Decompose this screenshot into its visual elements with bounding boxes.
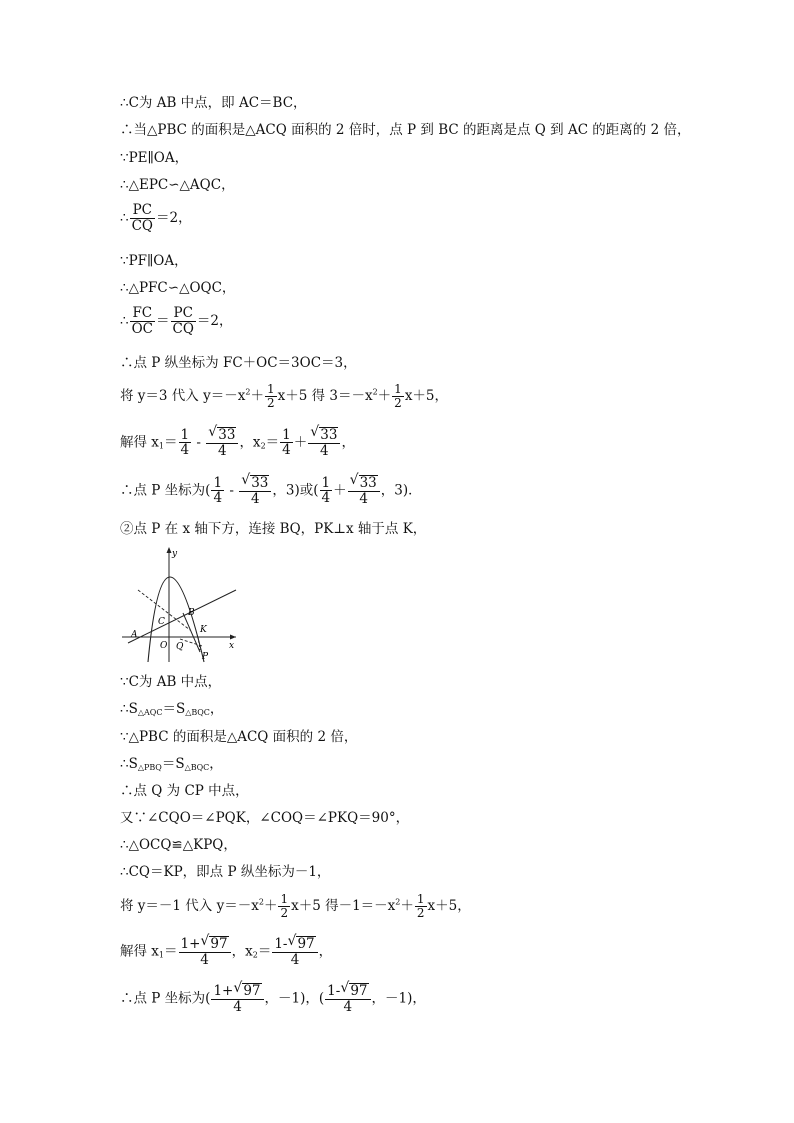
label-q: Q [176, 642, 184, 652]
fraction-one-half [278, 893, 290, 920]
sqrt-icon [241, 475, 269, 491]
sqrt-icon [310, 427, 338, 443]
line-8 [120, 306, 233, 337]
denominator: OC [131, 320, 153, 337]
numerator: FC [130, 306, 155, 322]
line-3: ∵PE∥OA， [120, 150, 189, 166]
equals-sign: ＝ [257, 943, 272, 960]
text: 解得 x [120, 434, 159, 451]
numerator: 1 [394, 382, 402, 396]
subscript: 1 [158, 441, 164, 451]
text: ＝S [161, 756, 185, 772]
denominator: 2 [266, 396, 275, 411]
fraction-one-half [265, 383, 277, 410]
fraction-pc-cq [171, 306, 196, 337]
line-13: ②点 P 在 x 轴下方，连接 BQ，PK⊥x 轴于点 K， [120, 521, 427, 537]
numerator-prefix: 1+ [180, 936, 201, 952]
line-18: ∴点 Q 为 CP 中点， [120, 783, 249, 799]
equals-sign: ＝ [164, 943, 178, 960]
fraction-one-half [415, 893, 427, 920]
text: x＋5， [404, 388, 449, 405]
text: ，x [231, 943, 253, 960]
radicand: 97 [297, 936, 315, 952]
label-a: A [131, 630, 138, 640]
text: ， [341, 434, 355, 451]
exponent: 2 [395, 897, 401, 907]
sqrt-icon [208, 427, 236, 443]
text: x＋5， [427, 898, 471, 915]
label-y: y [172, 549, 178, 559]
text: 将 y＝－1 代入 y＝－x [120, 898, 259, 915]
fraction-sqrt [239, 475, 271, 507]
line-4: ∴△EPC∽△AQC， [120, 177, 235, 193]
denominator: 4 [320, 442, 329, 459]
text: ∴S [120, 701, 138, 717]
fraction-one-half [392, 383, 404, 410]
numerator-prefix: 1+ [213, 983, 234, 999]
therefore-sign: ∴ [120, 312, 129, 329]
sqrt-icon [200, 936, 228, 952]
fraction-quarter [320, 476, 333, 507]
denominator: 4 [233, 998, 242, 1015]
numerator: PC [171, 306, 196, 322]
plus: ＋ [293, 434, 308, 451]
label-p: P [202, 652, 209, 662]
plus: ＋ [377, 388, 392, 405]
numerator-prefix: 1- [274, 936, 288, 952]
text: ，x [239, 434, 261, 451]
exponent: 2 [258, 897, 264, 907]
text: ，3)或( [272, 482, 319, 499]
subscript: △AQC [137, 708, 163, 717]
text: ， [209, 701, 224, 717]
minus: - [192, 434, 206, 451]
text: x＋5 得－1＝－x [291, 898, 396, 915]
subscript: △PBQ [137, 763, 162, 772]
denominator: 4 [180, 442, 190, 459]
text: 将 y＝3 代入 y＝－x [120, 388, 246, 405]
fraction-quarter [280, 428, 293, 459]
numerator: 1 [282, 426, 291, 443]
subscript: 1 [158, 950, 164, 960]
minus: - [225, 482, 239, 499]
subscript: 2 [252, 950, 258, 960]
subscript: △BQC [184, 763, 210, 772]
numerator: 1 [280, 892, 289, 906]
text: x＋5 得 3＝－x [277, 388, 373, 405]
subscript: 2 [260, 441, 266, 451]
numerator-prefix: 1- [327, 983, 341, 999]
plus: ＋ [400, 898, 414, 915]
text: ，－1)，( [264, 990, 325, 1007]
line-ab [128, 590, 236, 643]
numerator: 1 [321, 474, 331, 491]
therefore-sign: ∴ [120, 209, 129, 226]
numerator: 1 [266, 382, 275, 396]
equals-two: ＝2， [196, 312, 233, 329]
fraction-pc-cq [130, 203, 155, 234]
text: ， [209, 756, 223, 772]
denominator: 4 [282, 442, 291, 459]
label-b: B [188, 608, 195, 618]
line-19: 又∵∠CQO＝∠PQK，∠COQ＝∠PKQ＝90°， [120, 810, 410, 826]
line-2: ∴当△PBC 的面积是△ACQ 面积的 2 倍时，点 P 到 BC 的距离是点 Q 到 AC 的距离的 2 倍， [120, 122, 691, 138]
segment-bp [183, 613, 200, 652]
line-16: ∵△PBC 的面积是△ACQ 面积的 2 倍， [120, 729, 358, 745]
line-21: ∴CQ＝KP，即点 P 纵坐标为－1， [120, 864, 331, 880]
line-22 [120, 893, 471, 920]
label-x: x [229, 641, 235, 651]
sqrt-icon [233, 983, 261, 999]
radicand: 97 [243, 983, 261, 999]
text: ＝S [162, 701, 186, 717]
fraction-sqrt [348, 475, 380, 507]
line-20: ∴△OCQ≌△KPQ， [120, 837, 237, 853]
denominator: CQ [131, 217, 153, 234]
radicand: 97 [210, 936, 228, 952]
fraction-quarter [211, 476, 224, 507]
equals-sign: ＝ [265, 434, 280, 451]
denominator: 2 [394, 396, 402, 411]
radicand: 33 [251, 475, 269, 491]
fraction-sqrt-97 [211, 983, 263, 1015]
denominator: 4 [200, 951, 209, 968]
fraction-fc-oc [130, 306, 155, 337]
line-23 [120, 936, 332, 968]
exponent: 2 [245, 387, 251, 397]
numerator: 1 [213, 474, 223, 491]
sqrt-icon [287, 936, 315, 952]
text: ， [318, 943, 333, 960]
x-arrow-icon [230, 635, 236, 640]
line-24 [120, 983, 426, 1015]
numerator: 1 [416, 892, 425, 906]
exponent: 2 [372, 387, 378, 397]
fraction-quarter [179, 428, 192, 459]
y-arrow-icon [167, 547, 172, 553]
fraction-sqrt-97 [325, 983, 370, 1015]
denominator: 4 [321, 490, 331, 507]
subscript: △BQC [185, 708, 210, 717]
denominator: 4 [359, 490, 368, 507]
fraction-sqrt [308, 427, 340, 459]
line-1: ∴C为 AB 中点，即 AC＝BC， [120, 95, 307, 111]
denominator: 4 [290, 951, 300, 968]
label-c: C [158, 617, 165, 627]
line-6: ∵PF∥OA， [120, 253, 188, 269]
text: ∴S [120, 756, 138, 772]
sqrt-icon [340, 983, 368, 999]
label-o: O [160, 641, 168, 651]
radicand: 33 [218, 427, 236, 443]
text: ∴点 P 坐标为( [120, 990, 211, 1007]
label-k: K [200, 625, 207, 635]
plus: ＋ [333, 482, 347, 499]
line-14: ∵C为 AB 中点， [120, 674, 222, 690]
equals-sign: ＝ [164, 434, 178, 451]
denominator: 4 [343, 998, 353, 1015]
plus: ＋ [250, 388, 264, 405]
radicand: 33 [359, 475, 377, 491]
denominator: 2 [416, 906, 425, 921]
text: 解得 x [120, 943, 159, 960]
plus: ＋ [263, 898, 278, 915]
numerator: PC [130, 203, 155, 219]
denominator: 4 [218, 442, 227, 459]
denominator: 4 [213, 490, 223, 507]
line-5 [120, 203, 192, 234]
radicand: 97 [350, 983, 368, 999]
denominator: 4 [250, 490, 260, 507]
fraction-sqrt-97 [179, 936, 231, 968]
line-11 [120, 427, 355, 459]
fraction-sqrt-97 [272, 936, 317, 968]
text: ∴点 P 坐标为( [120, 482, 211, 499]
sqrt-icon [350, 475, 378, 491]
line-17 [120, 758, 223, 772]
equals-sign: ＝ [156, 312, 170, 329]
line-10 [120, 383, 448, 410]
text: ，－1)， [371, 990, 426, 1007]
radicand: 33 [320, 427, 338, 443]
line-15 [120, 703, 223, 717]
parabola-figure [120, 542, 242, 664]
line-12 [120, 475, 422, 507]
denominator: 2 [280, 906, 289, 921]
text: ，3)． [380, 482, 422, 499]
line-7: ∴△PFC∽△OQC， [120, 280, 236, 296]
line-9: ∴点 P 纵坐标为 FC＋OC＝3OC＝3， [120, 355, 357, 371]
fraction-sqrt [206, 427, 238, 459]
equals-two: ＝2， [156, 209, 192, 226]
denominator: CQ [172, 320, 194, 337]
numerator: 1 [180, 426, 190, 443]
